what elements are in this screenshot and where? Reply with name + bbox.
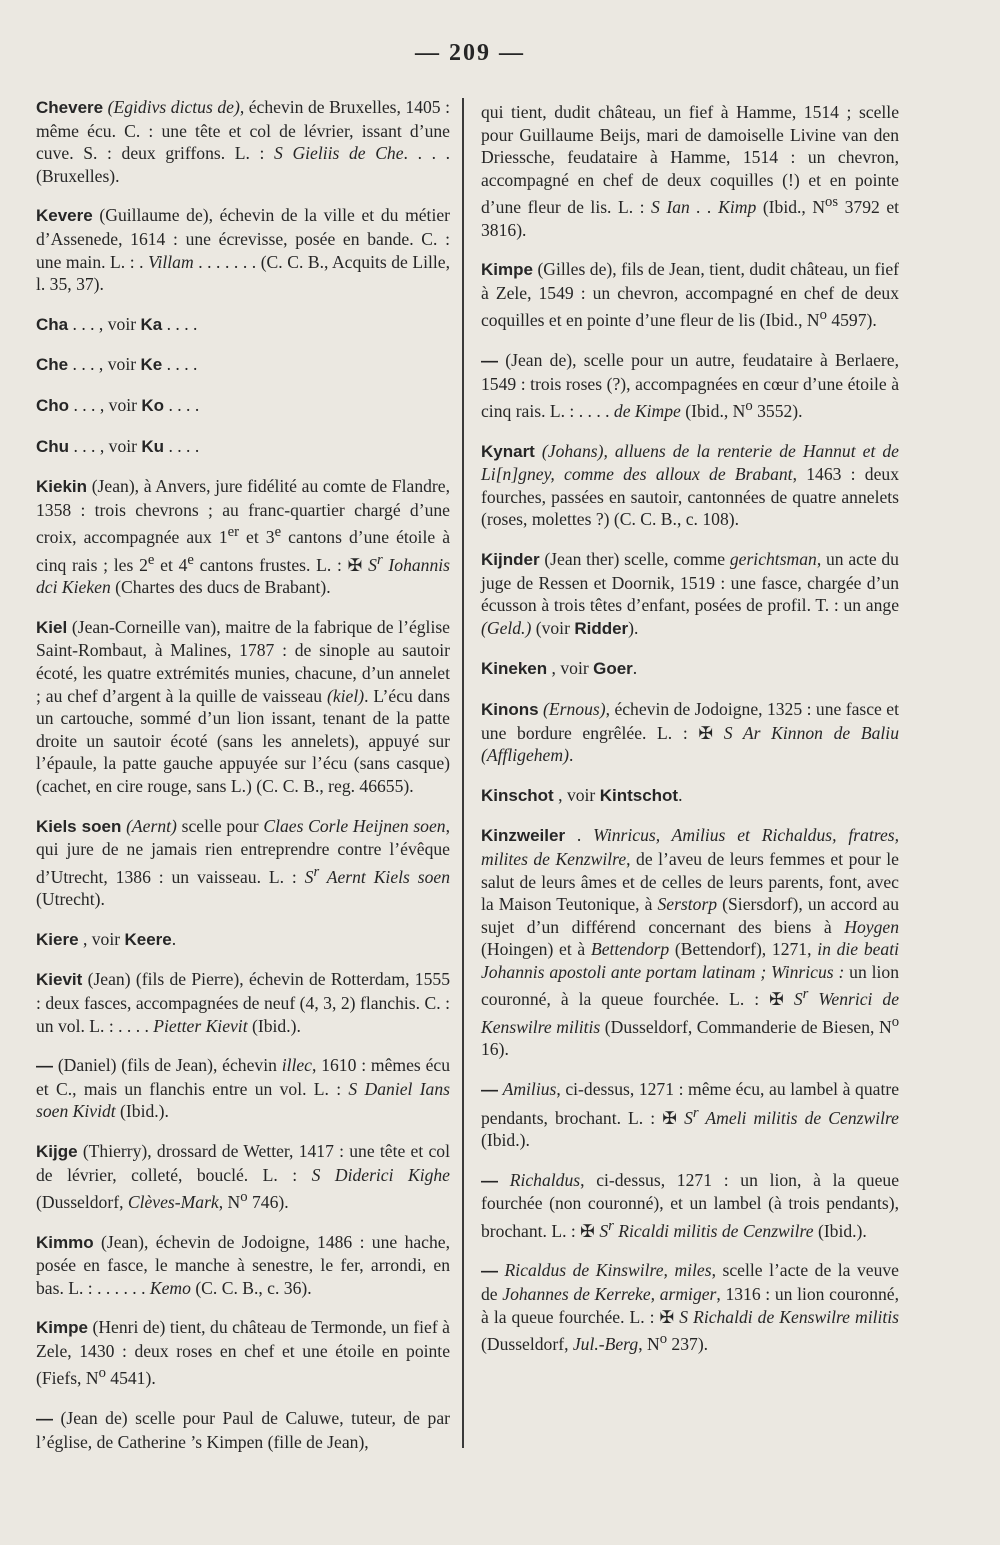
dictionary-entry xyxy=(36,928,450,952)
dictionary-entry xyxy=(481,824,899,1061)
entry-headword: — xyxy=(36,1409,53,1429)
dictionary-entry xyxy=(36,815,450,911)
dictionary-entry xyxy=(481,784,899,808)
entry-headword: Kievit xyxy=(36,970,83,990)
dictionary-entry xyxy=(36,435,450,459)
entry-text: (Henri de) tient, du château de Termonde, un fief à Zele, 1430 : deux roses en chef et une étoile en pointe (Fiefs, $N^o$ 4541). xyxy=(36,1317,450,1389)
dictionary-entry xyxy=(481,440,899,531)
entry-headword: Cho xyxy=(36,395,70,415)
dictionary-entry xyxy=(36,1140,450,1214)
entry-headword: — xyxy=(36,1056,53,1076)
entry-text: , voir Keere. xyxy=(82,928,177,949)
entry-text: (Jean ther) scelle, comme gerichtsman, un acte du juge de Ressen et Doornik, 1519 : une fasce, chargée d’un écusson à trois têtes d’enfant, posées de profil. T. : un ange (Geld.) (voir Ridder). xyxy=(481,549,899,638)
entry-text: (Jean de), scelle pour un autre, feudataire à Berlaere, 1549 : trois roses (?), accompagnées en cœur d’une étoile à cinq rais. L. : . . . . de Kimpe (Ibid., $N^o$ 3552). xyxy=(481,350,899,422)
entry-headword: Kinschot xyxy=(481,785,554,805)
entry-text: . . . , voir Ko . . . . xyxy=(73,394,200,415)
entry-text: . Winricus, Amilius et Richaldus, fratres, milites de Kenzwilre, de l’aveu de leurs femmes et pour le salut de leurs âmes et de celles de leurs parents, font, avec la Maison Teutonique, à Serstorp (Siersdorf), un accord au sujet d’un différend concernant des biens à Hoygen (Hoingen) et à Bettendorp (Bettendorf), 1271, in die beati Johannis apostoli ante portam latinam ; Winricus : un lion couronné, à la queue fourchée. L. : ✠ $S^r$ Wenrici de Kenswilre militis (Dusseldorf, Commanderie de Biesen, $N^o$ 16). xyxy=(481,825,900,1060)
entry-headword: — xyxy=(481,1261,498,1281)
entry-text: (Gilles de), fils de Jean, tient, dudit château, un fief à Zele, 1549 : un chevron, accompagné en chef de deux coquilles et en pointe d’une fleur de lis (Ibid., $N^o$ 4597). xyxy=(481,259,899,331)
entry-text: (Jean-Corneille van), maitre de la fabrique de l’église Saint-Rombaut, à Malines, 1787 : de sinople au sautoir écoté, les quatre extrémités munies, chacune, d’un annelet ; au chef d’argent à la quille de vaisseau (kiel). L’écu dans un cartouche, sommé d’un lion issant, tenant de la patte droite un sautoir écoté (sans les annelets), appuyé sur l’épaule, la patte gauche appuyée sur l’écu (sans casque) (cachet, en cire rouge, sans L.) (C. C. B., reg. 46655). xyxy=(36,616,450,796)
entry-headword: Kinzweiler xyxy=(481,826,566,846)
entry-headword: Kineken xyxy=(481,659,548,679)
entry-headword: Kiere xyxy=(36,929,79,949)
dictionary-entry xyxy=(481,1259,899,1355)
entry-headword: Kiekin xyxy=(36,477,88,497)
entry-headword: — xyxy=(481,351,498,371)
entry-text: (Egidivs dictus de), échevin de Bruxelles, 1405 : même écu. C. : une tête et col de lévrier, issant d’une cuve. S. : deux griffons. L. : S Gieliis de Che. . . . (Bruxelles). xyxy=(36,97,451,186)
entry-text: (Aernt) scelle pour Claes Corle Heijnen soen, qui jure de ne jamais rien entreprendre contre l’évêque d’Utrecht, 1386 : un vaisseau. L. : $S^r$ Aernt Kiels soen (Utrecht). xyxy=(36,815,450,910)
dictionary-entry xyxy=(36,1054,450,1123)
entry-text: qui tient, dudit château, un fief à Hamme, 1514 ; scelle pour Guillaume Beijs, mari de damoiselle Livine van den Driessche, feudataire à Hamme, 1514 : un chevron, accompagné en chef de deux coquilles (!) et en pointe d’une fleur de lis. L. : S Ian . . Kimp (Ibid., $N^{os}$ 3792 et 3816). xyxy=(481,102,900,240)
entry-headword: Chu xyxy=(36,436,70,456)
entry-headword: Kijnder xyxy=(481,550,540,570)
entry-text: Amilius, ci-dessus, 1271 : même écu, au lambel à quatre pendants, brochant. L. : ✠ $S^r$ Ameli militis de Cenzwilre (Ibid.). xyxy=(481,1079,899,1151)
dictionary-entry xyxy=(36,1407,450,1453)
dictionary-entry xyxy=(36,394,450,418)
dictionary-entry xyxy=(36,204,450,295)
dictionary-entry xyxy=(481,349,899,423)
entry-text: (Ernous), échevin de Jodoigne, 1325 : une fasce et une bordure engrêlée. L. : ✠ S Ar Kinnon de Baliu (Affligehem). xyxy=(481,699,899,766)
entry-text: (Guillaume de), échevin de la ville et du métier d’Assenede, 1614 : une écrevisse, posée en bande. C. : une main. L. : . Villam . . . . . . . (C. C. B., Acquits de Lille, l. 35, 37). xyxy=(36,205,451,295)
entry-headword: Kimpe xyxy=(481,260,533,280)
entry-headword: Kinons xyxy=(481,700,539,720)
entry-headword: — xyxy=(481,1080,498,1100)
entry-headword: Kiel xyxy=(36,617,68,637)
entry-text: (Daniel) (fils de Jean), échevin illec, 1610 : mêmes écu et C., mais un flanchis entre un vol. L. : S Daniel Ians soen Kividt (Ibid.). xyxy=(36,1055,451,1122)
entry-headword: Kimmo xyxy=(36,1232,94,1252)
entry-headword: Kimpe xyxy=(36,1318,88,1338)
dictionary-entry xyxy=(36,1316,450,1390)
dictionary-entry xyxy=(481,698,899,767)
entry-text: . . . , voir Ku . . . . xyxy=(73,435,200,456)
entry-headword: Kiels soen xyxy=(36,816,122,836)
entry-text: Ricaldus de Kinswilre, miles, scelle l’acte de la veuve de Johannes de Kerreke, armiger, 1316 : un lion couronné, à la queue fourchée. L. : ✠ S Richaldi de Kenswilre militis (Dusseldorf, Jul.-Berg, $N^o$ 237). xyxy=(481,1260,899,1354)
dictionary-entry xyxy=(481,101,899,241)
entry-headword: Chevere xyxy=(36,98,104,117)
entry-text: (Jean), à Anvers, jure fidélité au comte de Flandre, 1358 : trois chevrons ; au franc-quartier chargé d’une croix, accompagnée aux 1er et 3e cantons d’une étoile à cinq rais ; les 2e et 4e cantons frustes. L. : ✠ $S^r$ Iohannis dci Kieken (Chartes des ducs de Brabant). xyxy=(36,476,451,598)
dictionary-entry xyxy=(481,657,899,681)
dictionary-entry xyxy=(36,475,450,599)
entry-text: , voir Goer. xyxy=(551,658,638,679)
page-number: — 209 — xyxy=(415,40,525,66)
dictionary-entry xyxy=(36,616,450,798)
dictionary-entry xyxy=(36,313,450,337)
dictionary-entry xyxy=(36,353,450,377)
entry-text: . . . , voir Ke . . . . xyxy=(72,354,198,375)
entry-headword: Che xyxy=(36,355,69,375)
dictionary-entry xyxy=(481,258,899,332)
dictionary-entry xyxy=(481,548,899,640)
dictionary-entry xyxy=(36,1231,450,1300)
entry-text: Richaldus, ci-dessus, 1271 : un lion, à la queue fourchée (non couronné), et un lambel (à trois pendants), brochant. L. : ✠ $S^r$ Ricaldi militis de Cenzwilre (Ibid.). xyxy=(481,1169,900,1241)
dictionary-entry xyxy=(36,968,450,1037)
entry-text: (Johans), alluens de la renterie de Hannut et de Li[n]gney, comme des alloux de Brabant, 1463 : deux fourches, passées en sautoir, cantonnées de quatre annelets (roses, molettes ?) (C. C. B., c. 108). xyxy=(481,440,899,530)
entry-text: , voir Kintschot. xyxy=(558,784,683,805)
entry-text: . . . , voir Ka . . . . xyxy=(72,313,198,334)
dictionary-entry xyxy=(36,96,450,187)
dictionary-entry xyxy=(481,1078,899,1152)
entry-text: (Thierry), drossard de Wetter, 1417 : une tête et col de lévrier, colleté, bouclé. L. : S Diderici Kighe (Dusseldorf, Clèves-Mark, $N^o$ 746). xyxy=(36,1140,450,1212)
entry-headword: Kijge xyxy=(36,1141,78,1161)
column-divider xyxy=(462,98,464,1448)
right-column xyxy=(481,101,899,1373)
entry-headword: Kevere xyxy=(36,206,93,226)
entry-text: (Jean) (fils de Pierre), échevin de Rotterdam, 1555 : deux fasces, accompagnées de neuf (4, 3, 2) flanchis. C. : un vol. L. : . . . . Pietter Kievit (Ibid.). xyxy=(36,969,450,1036)
entry-headword: Kynart xyxy=(481,441,535,461)
left-column xyxy=(36,96,450,1470)
entry-headword: Cha xyxy=(36,314,69,334)
dictionary-entry xyxy=(481,1169,899,1243)
entry-headword: — xyxy=(481,1170,498,1190)
entry-text: (Jean), échevin de Jodoigne, 1486 : une hache, posée en fasce, le manche à senestre, le fer, arrondi, en bas. L. : . . . . . . Kemo (C. C. B., c. 36). xyxy=(36,1231,450,1298)
entry-text: (Jean de) scelle pour Paul de Caluwe, tuteur, de par l’église, de Catherine ’s Kimpen (fille de Jean), xyxy=(36,1408,450,1452)
